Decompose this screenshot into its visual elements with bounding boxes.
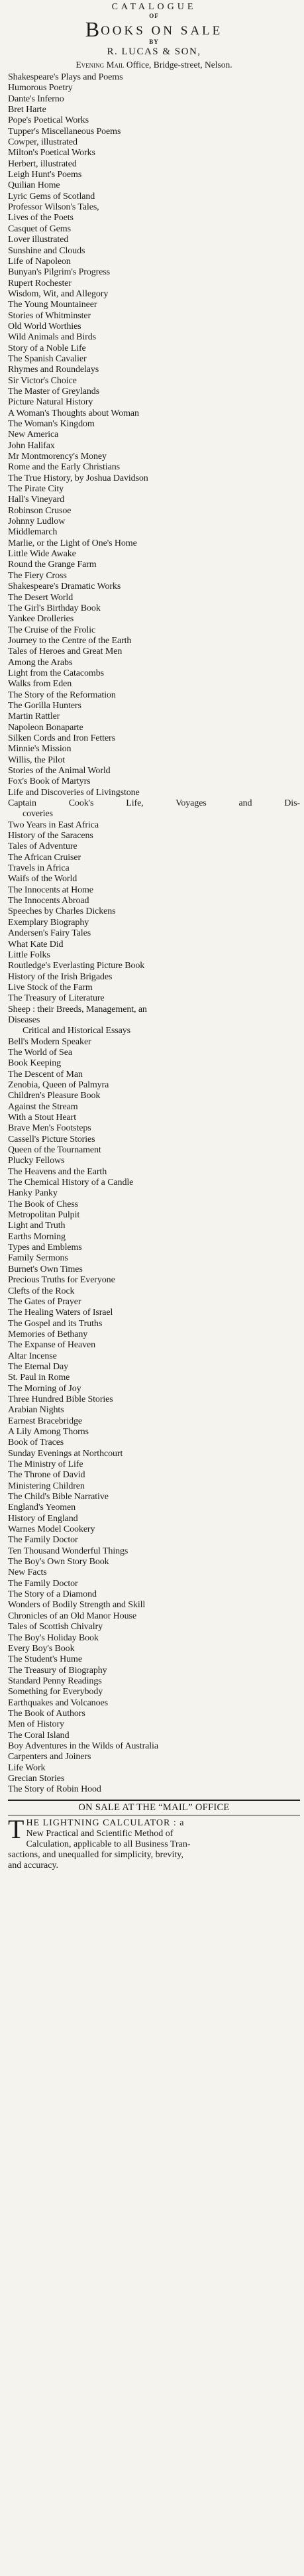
book-list-item: Cowper, illustrated [8, 137, 77, 148]
book-list-item: The Book of Chess [8, 1199, 79, 1209]
book-list-item: Diseases [8, 1014, 40, 1025]
book-list-item: Earthquakes and Volcanoes [8, 1697, 108, 1708]
calculator-advertisement [8, 1813, 300, 1871]
book-list-item: The Cruise of the Frolic [8, 625, 96, 635]
book-list-item: St. Paul in Rome [8, 1373, 70, 1383]
book-list-item: The Ministry of Life [8, 1459, 83, 1469]
ad-drop-cap: T [8, 1813, 25, 1844]
book-list-item: Rhymes and Roundelays [8, 365, 99, 375]
book-list-item: Round the Grange Farm [8, 560, 97, 570]
book-list-item: Dante's Inferno [8, 93, 64, 104]
book-list-item: Story of a Noble Life [8, 343, 86, 353]
book-list-item: The Fiery Cross [8, 570, 67, 581]
book-list-item: Brave Men's Footsteps [8, 1123, 91, 1134]
book-list-item: The True History, by Joshua Davidson [8, 473, 148, 483]
book-list-item: Light from the Catacombs [8, 668, 104, 678]
book-list-item: Routledge's Everlasting Picture Book [8, 961, 145, 971]
book-list-item: The Story of Robin Hood [8, 1784, 101, 1795]
book-list-item: Chronicles of an Old Manor House [8, 1611, 136, 1621]
book-list-item: What Kate Did [8, 939, 64, 950]
book-list-item: Lover illustrated [8, 235, 69, 245]
book-list-item: Ministering Children [8, 1481, 85, 1491]
ad-line-4: sactions, and unequalled for simplicity, brevity, [8, 1849, 183, 1860]
book-list-item: New Facts [8, 1567, 47, 1578]
book-list-item: The African Cruiser [8, 852, 81, 863]
book-list-item: Little Folks [8, 950, 50, 960]
book-list-item: Pope's Poetical Works [8, 115, 89, 126]
book-list-item: The Child's Bible Narrative [8, 1492, 109, 1503]
book-list-item: The Woman's Kingdom [8, 419, 95, 429]
book-list-item: The Master of Greylands [8, 386, 100, 397]
heading-of: OF [149, 13, 159, 19]
book-list-item: Grecian Stories [8, 1773, 65, 1784]
book-list-item: England's Yeomen [8, 1503, 76, 1513]
book-list-item: Bunyan's Pilgrim's Progress [8, 267, 111, 278]
book-list-item: Sir Victor's Choice [8, 375, 77, 386]
book-list-item: Herbert, illustrated [8, 158, 77, 169]
book-list-item: Memories of Bethany [8, 1329, 88, 1339]
on-sale-pre: ON SALE AT THE [78, 1802, 159, 1813]
book-list-item: Silken Cords and Iron Fetters [8, 733, 115, 743]
book-list-item: Life Work [8, 1762, 46, 1773]
book-list-item: The Throne of David [8, 1470, 85, 1481]
book-list-item: Sheep : their Breeds, Management, an [8, 1004, 147, 1014]
heading-drop-letter: B [85, 17, 101, 41]
book-list-item: The Gospel and its Truths [8, 1318, 103, 1329]
heading-by: BY [149, 38, 159, 45]
book-list-item: Minnie's Mission [8, 744, 72, 755]
book-list-item: Tales of Scottish Chivalry [8, 1622, 103, 1632]
book-list-item: Journey to the Centre of the Earth [8, 635, 132, 646]
book-list-item: Carpenters and Joiners [8, 1752, 91, 1762]
book-list-item: The Gorilla Hunters [8, 700, 81, 711]
book-list-item: The Desert World [8, 592, 74, 603]
book-list-item: Earnest Bracebridge [8, 1416, 82, 1426]
book-list-item: Bret Harte [8, 105, 46, 115]
book-list [8, 72, 300, 1796]
book-list-item: The Pirate City [8, 484, 64, 495]
book-list-item: History of the Irish Brigades [8, 971, 113, 982]
book-list-item: John Halifax [8, 440, 55, 451]
book-list-item: Rome and the Early Christians [8, 462, 120, 473]
seller-address [8, 58, 300, 71]
address-rest: Office, Bridge-street, Nelson. [124, 60, 232, 70]
book-list-item: Bell's Modern Speaker [8, 1036, 91, 1047]
book-list-item: Little Wide Awake [8, 549, 76, 560]
book-list-item: The Gates of Prayer [8, 1296, 81, 1307]
book-list-item: Wild Animals and Birds [8, 332, 96, 343]
book-list-item: Family Sermons [8, 1253, 68, 1264]
book-list-item: Boy Adventures in the Wilds of Australia [8, 1741, 158, 1751]
book-list-item: Warnes Model Cookery [8, 1524, 95, 1535]
book-list-item: Earths Morning [8, 1231, 66, 1242]
book-list-item: The Boy's Own Story Book [8, 1557, 109, 1567]
book-list-item: Walks from Eden [8, 679, 72, 690]
book-list-item: Among the Arabs [8, 657, 73, 668]
on-sale-post: OFFICE [192, 1802, 230, 1813]
book-list-item: Sunday Evenings at Northcourt [8, 1448, 123, 1459]
book-list-item: Tales of Heroes and Great Men [8, 646, 123, 657]
book-list-item: Quilian Home [8, 180, 60, 191]
book-list-item: Arabian Nights [8, 1405, 64, 1416]
book-list-item: The Boy's Holiday Book [8, 1632, 99, 1643]
book-list-item: Precious Truths for Everyone [8, 1275, 115, 1286]
heading-books-on-sale [8, 17, 300, 41]
book-list-item: Middlemarch [8, 527, 58, 538]
book-list-item: Willis, the Pilot [8, 755, 66, 765]
book-list-item: The Treasury of Biography [8, 1665, 107, 1676]
book-list-item: Tupper's Miscellaneous Poems [8, 126, 121, 137]
ad-line-5: and accuracy. [8, 1860, 59, 1871]
book-list-item: Waifs of the World [8, 874, 77, 885]
book-list-item: Men of History [8, 1719, 64, 1730]
book-list-item: Milton's Poetical Works [8, 148, 95, 158]
book-list-item: Captain Cook's Life, Voyages and Dis- [8, 798, 300, 809]
book-list-item: With a Stout Heart [8, 1113, 77, 1123]
book-list-item: Life and Discoveries of Livingstone [8, 787, 140, 798]
heading-catalogue: CATALOGUE [111, 2, 197, 12]
book-list-item: Clefts of the Rock [8, 1286, 75, 1296]
book-list-item: Stories of the Animal World [8, 766, 111, 776]
book-list-item: Zenobia, Queen of Palmyra [8, 1079, 109, 1090]
book-list-item: Shakespeare's Plays and Poems [8, 72, 123, 82]
book-list-item: Robinson Crusoe [8, 505, 72, 516]
book-list-item: Hanky Panky [8, 1188, 58, 1199]
book-list-item: Metropolitan Pulpit [8, 1210, 80, 1221]
book-list-item: Sunshine and Clouds [8, 245, 85, 256]
book-list-item: The Family Doctor [8, 1535, 78, 1546]
book-list-item: Yankee Drolleries [8, 614, 74, 625]
book-list-item: Exemplary Biography [8, 917, 89, 928]
book-list-item: Professor Wilson's Tales, [8, 202, 99, 213]
book-list-item: Hall's Vineyard [8, 495, 65, 505]
book-list-item: The Book of Authors [8, 1708, 85, 1719]
book-list-item: Fox's Book of Martyrs [8, 776, 91, 787]
book-list-item: Burnet's Own Times [8, 1264, 83, 1274]
book-list-item: Types and Emblems [8, 1243, 82, 1253]
book-list-item: Standard Penny Readings [8, 1676, 102, 1686]
book-list-item: Old World Worthies [8, 321, 81, 332]
on-sale-notice [8, 1801, 300, 1815]
book-list-item: Wonders of Bodily Strength and Skill [8, 1600, 146, 1611]
book-list-item: History of England [8, 1513, 78, 1524]
book-list-item: Johnny Ludlow [8, 517, 66, 527]
book-list-item: Napoleon Bonaparte [8, 722, 83, 733]
book-list-item: Speeches by Charles Dickens [8, 906, 116, 917]
book-list-item: Martin Rattler [8, 711, 60, 722]
book-list-item: Queen of the Tournament [8, 1145, 101, 1156]
heading-books-rest: OOKS ON SALE [101, 24, 223, 38]
book-list-item: The Healing Waters of Israel [8, 1308, 113, 1318]
book-list-item: Something for Everybody [8, 1687, 103, 1697]
book-list-item: New America [8, 430, 59, 440]
ad-line-3: Calculation, applicable to all Business Tran- [26, 1839, 191, 1849]
book-list-item: Shakespeare's Dramatic Works [8, 582, 121, 592]
book-list-item: Leigh Hunt's Poems [8, 170, 82, 180]
book-list-item: Children's Pleasure Book [8, 1091, 101, 1101]
book-list-item: Live Stock of the Farm [8, 982, 93, 993]
ad-line-1: HE LIGHTNING CALCULATOR : a [26, 1817, 185, 1828]
book-list-item: Every Boy's Book [8, 1643, 75, 1654]
book-list-item: Casquet of Gems [8, 223, 71, 234]
book-list-item: Wisdom, Wit, and Allegory [8, 288, 109, 299]
book-list-item: Stories of Whitminster [8, 310, 91, 321]
book-list-item: Travels in Africa [8, 863, 70, 874]
book-list-item: The Story of the Reformation [8, 690, 116, 700]
book-list-item: Book of Traces [8, 1438, 64, 1448]
book-list-item: The Heavens and the Earth [8, 1166, 107, 1177]
book-list-item: The Morning of Joy [8, 1383, 81, 1394]
book-list-item: Picture Natural History [8, 397, 93, 408]
book-list-item: Tales of Adventure [8, 841, 77, 852]
book-list-item: The Innocents at Home [8, 885, 93, 895]
book-list-item: The Family Doctor [8, 1578, 78, 1589]
book-list-item: Lyric Gems of Scotland [8, 191, 95, 202]
book-list-item: Against the Stream [8, 1101, 78, 1112]
book-list-item: Rupert Rochester [8, 278, 72, 288]
book-list-item: The Chemical History of a Candle [8, 1178, 134, 1188]
book-list-item: Humorous Poetry [8, 83, 73, 93]
book-list-item: A Lily Among Thorns [8, 1426, 89, 1437]
book-list-item: History of the Saracens [8, 831, 93, 841]
book-list-item: Andersen's Fairy Tales [8, 928, 91, 939]
book-list-item: A Woman's Thoughts about Woman [8, 408, 139, 418]
book-list-item: The Girl's Birthday Book [8, 603, 101, 613]
ad-line-2: New Practical and Scientific Method of [26, 1828, 174, 1839]
book-list-item: The World of Sea [8, 1047, 72, 1058]
address-publication: Evening Mail [76, 60, 125, 70]
book-list-item: Light and Truth [8, 1221, 66, 1231]
book-list-item: The Student's Hume [8, 1654, 82, 1665]
book-list-item: The Innocents Abroad [8, 896, 89, 906]
book-list-item: Lives of the Poets [8, 213, 74, 223]
book-list-item: The Treasury of Literature [8, 993, 105, 1004]
book-list-item: The Expanse of Heaven [8, 1340, 96, 1351]
book-list-item: The Young Mountaineer [8, 300, 97, 310]
book-list-item: Critical and Historical Essays [23, 1026, 131, 1036]
book-list-item: Two Years in East Africa [8, 820, 99, 830]
book-list-item: The Story of a Diamond [8, 1589, 97, 1600]
book-list-item: Ten Thousand Wonderful Things [8, 1546, 128, 1556]
book-list-item: Marlie, or the Light of One's Home [8, 538, 137, 548]
book-list-item: Cassell's Picture Stories [8, 1134, 95, 1144]
book-list-item: The Coral Island [8, 1730, 70, 1741]
book-list-item: Book Keeping [8, 1058, 62, 1069]
book-list-item: coveries [23, 809, 53, 820]
book-list-item: Mr Montmorency's Money [8, 452, 107, 462]
seller-name: R. LUCAS & SON, [107, 46, 201, 57]
book-list-item: Plucky Fellows [8, 1156, 65, 1166]
book-list-item: Altar Incense [8, 1351, 57, 1361]
book-list-item: The Spanish Cavalier [8, 353, 87, 364]
book-list-item: The Descent of Man [8, 1069, 83, 1079]
book-list-item: Three Hundred Bible Stories [8, 1394, 113, 1404]
on-sale-quoted: “MAIL” [158, 1802, 193, 1813]
book-list-item: The Eternal Day [8, 1361, 69, 1372]
book-list-item: Life of Napoleon [8, 256, 71, 267]
